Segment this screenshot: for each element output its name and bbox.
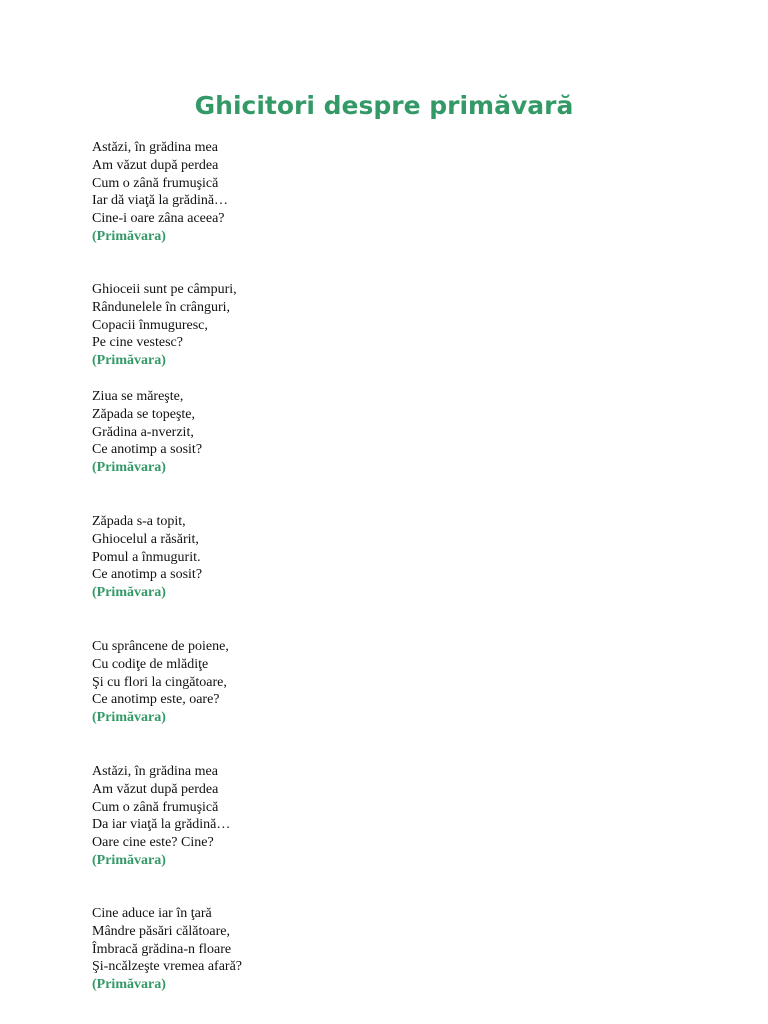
riddle-line: Cu codiţe de mlădiţe	[92, 656, 209, 672]
riddle-line: Copacii înmuguresc,	[92, 317, 208, 333]
riddle-line: Zăpada se topeşte,	[92, 406, 196, 422]
riddle-answer: (Primăvara)	[92, 585, 166, 601]
riddle-4	[92, 513, 202, 602]
riddle-line: Zăpada s-a topit,	[92, 514, 186, 529]
riddle-line: Ghioceii sunt pe câmpuri,	[92, 282, 237, 297]
riddle-2	[92, 281, 237, 370]
riddle-line: Astăzi, în grădina mea	[92, 764, 218, 779]
riddle-line: Da iar viaţă la grădină…	[92, 817, 231, 833]
riddle-line: Grădina a-nverzit,	[92, 424, 194, 440]
riddle-line: Ghiocelul a răsărit,	[92, 531, 199, 547]
riddle-line: Pe cine vestesc?	[92, 335, 183, 351]
riddle-line: Cum o zână frumuşică	[92, 175, 219, 191]
riddle-line: Am văzut după perdea	[92, 157, 219, 173]
riddle-line: Oare cine este? Cine?	[92, 835, 214, 851]
riddle-line: Şi-ncălzeşte vremea afară?	[92, 959, 243, 975]
riddle-1	[92, 139, 228, 246]
riddle-6	[92, 763, 230, 870]
riddle-5	[92, 638, 229, 727]
riddle-line: Ziua se măreşte,	[92, 389, 184, 404]
riddle-line: Rândunelele în crânguri,	[92, 299, 231, 315]
riddle-3	[92, 388, 202, 477]
riddle-answer: (Primăvara)	[92, 353, 166, 369]
document-title: Ghicitori despre primăvară	[194, 91, 574, 120]
riddle-answer: (Primăvara)	[92, 710, 166, 726]
riddle-answer: (Primăvara)	[92, 228, 166, 244]
riddle-line: Iar dă viaţă la grădină…	[92, 193, 229, 209]
riddle-line: Ce anotimp a sosit?	[92, 442, 203, 458]
riddle-line: Cine-i oare zâna aceea?	[92, 211, 225, 227]
riddle-answer: (Primăvara)	[92, 852, 166, 868]
riddle-line: Mândre păsări călătoare,	[92, 923, 230, 939]
riddle-line: Cum o zână frumuşică	[92, 799, 219, 815]
riddle-line: Astăzi, în grădina mea	[92, 140, 218, 155]
riddle-7	[92, 905, 242, 994]
riddle-answer: (Primăvara)	[92, 977, 166, 993]
riddle-line: Pomul a înmugurit.	[92, 549, 201, 565]
riddle-line: Şi cu flori la cingătoare,	[92, 674, 227, 690]
riddle-line: Cu sprâncene de poiene,	[92, 639, 229, 654]
riddle-answer: (Primăvara)	[92, 460, 166, 476]
riddle-line: Îmbracă grădina-n floare	[92, 941, 232, 957]
riddle-line: Am văzut după perdea	[92, 781, 219, 797]
riddle-line: Ce anotimp este, oare?	[92, 692, 220, 708]
riddle-line: Ce anotimp a sosit?	[92, 567, 203, 583]
riddle-line: Cine aduce iar în ţară	[92, 906, 212, 921]
